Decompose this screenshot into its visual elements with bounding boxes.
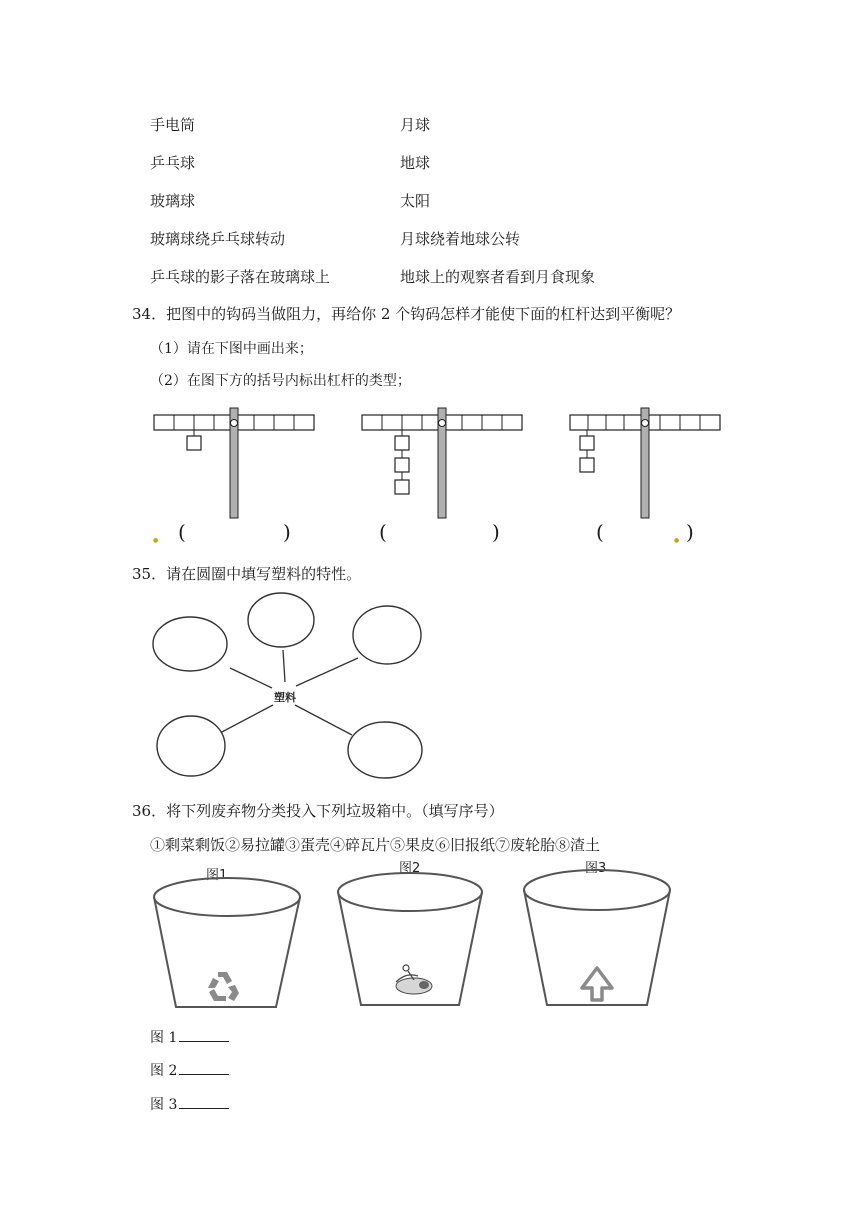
answer-line-3 bbox=[150, 1094, 229, 1114]
paren-open-3: ( bbox=[596, 520, 604, 544]
blank-circle-4[interactable] bbox=[157, 716, 225, 776]
paren-close-2: ) bbox=[492, 520, 500, 544]
blank-circle-3[interactable] bbox=[353, 606, 421, 664]
q35-text: 35．请在圆圈中填写塑料的特性。 bbox=[132, 565, 362, 583]
answer-line-1 bbox=[150, 1027, 229, 1047]
food-waste-icon bbox=[396, 965, 432, 994]
match-right-1: 月球 bbox=[400, 116, 431, 134]
paren-open-1: ( bbox=[178, 520, 186, 544]
match-left-4: 玻璃球绕乒乓球转动 bbox=[150, 230, 286, 248]
paren-close-3: ) bbox=[686, 520, 694, 544]
center-label: 塑料 bbox=[274, 691, 296, 704]
answer-label-3: 图 3 bbox=[150, 1097, 178, 1113]
lever-1 bbox=[154, 408, 314, 518]
blank-circle-2[interactable] bbox=[248, 593, 314, 647]
bin-title-3: 图3 bbox=[585, 861, 607, 876]
answer-line-2 bbox=[150, 1060, 229, 1080]
bin-title-1: 图1 bbox=[206, 868, 228, 883]
match-left-3: 玻璃球 bbox=[150, 192, 196, 210]
bin-title-2: 图2 bbox=[399, 861, 421, 876]
q36-text: 36．将下列废弃物分类投入下列垃圾箱中。（填写序号） bbox=[132, 802, 504, 820]
match-right-3: 太阳 bbox=[400, 192, 431, 210]
triangle-recycle-icon bbox=[582, 968, 612, 1000]
match-right-4: 月球绕着地球公转 bbox=[400, 230, 521, 248]
answer-blank-1[interactable] bbox=[179, 1027, 229, 1042]
paren-close-1: ) bbox=[283, 520, 291, 544]
q34-sub1: （1）请在下图中画出来； bbox=[150, 341, 313, 357]
answer-label-1: 图 1 bbox=[150, 1030, 178, 1046]
match-left-2: 乒乓球 bbox=[150, 154, 196, 172]
match-right-2: 地球 bbox=[400, 154, 431, 172]
bin-3 bbox=[524, 861, 670, 1005]
q34-text: 34．把图中的钩码当做阻力，再给你 2 个钩码怎样才能使下面的杠杆达到平衡呢？ bbox=[132, 305, 681, 323]
plastic-mind-map bbox=[140, 588, 430, 783]
q36-items: ①剩菜剩饭②易拉罐③蛋壳④碎瓦片⑤果皮⑥旧报纸⑦废轮胎⑧渣土 bbox=[150, 836, 601, 854]
dot-mark: ● bbox=[153, 537, 159, 544]
q34-sub2: （2）在图下方的括号内标出杠杆的类型； bbox=[150, 373, 411, 389]
lever-diagrams bbox=[0, 400, 860, 550]
answer-blank-3[interactable] bbox=[179, 1094, 229, 1109]
match-left-5: 乒乓球的影子落在玻璃球上 bbox=[150, 268, 331, 286]
bin-2 bbox=[338, 861, 482, 1005]
lever-3 bbox=[570, 408, 720, 518]
match-left-1: 手电筒 bbox=[150, 116, 196, 134]
recycle-icon bbox=[208, 972, 239, 1001]
lever-2 bbox=[362, 408, 522, 518]
blank-circle-5[interactable] bbox=[348, 722, 422, 778]
bin-1 bbox=[154, 868, 300, 1007]
match-right-5: 地球上的观察者看到月食现象 bbox=[400, 268, 596, 286]
trash-bins bbox=[140, 855, 700, 1020]
paren-open-2: ( bbox=[379, 520, 387, 544]
answer-blank-2[interactable] bbox=[179, 1060, 229, 1075]
dot-mark: ● bbox=[674, 537, 680, 544]
blank-circle-1[interactable] bbox=[153, 617, 227, 671]
answer-label-2: 图 2 bbox=[150, 1063, 178, 1079]
